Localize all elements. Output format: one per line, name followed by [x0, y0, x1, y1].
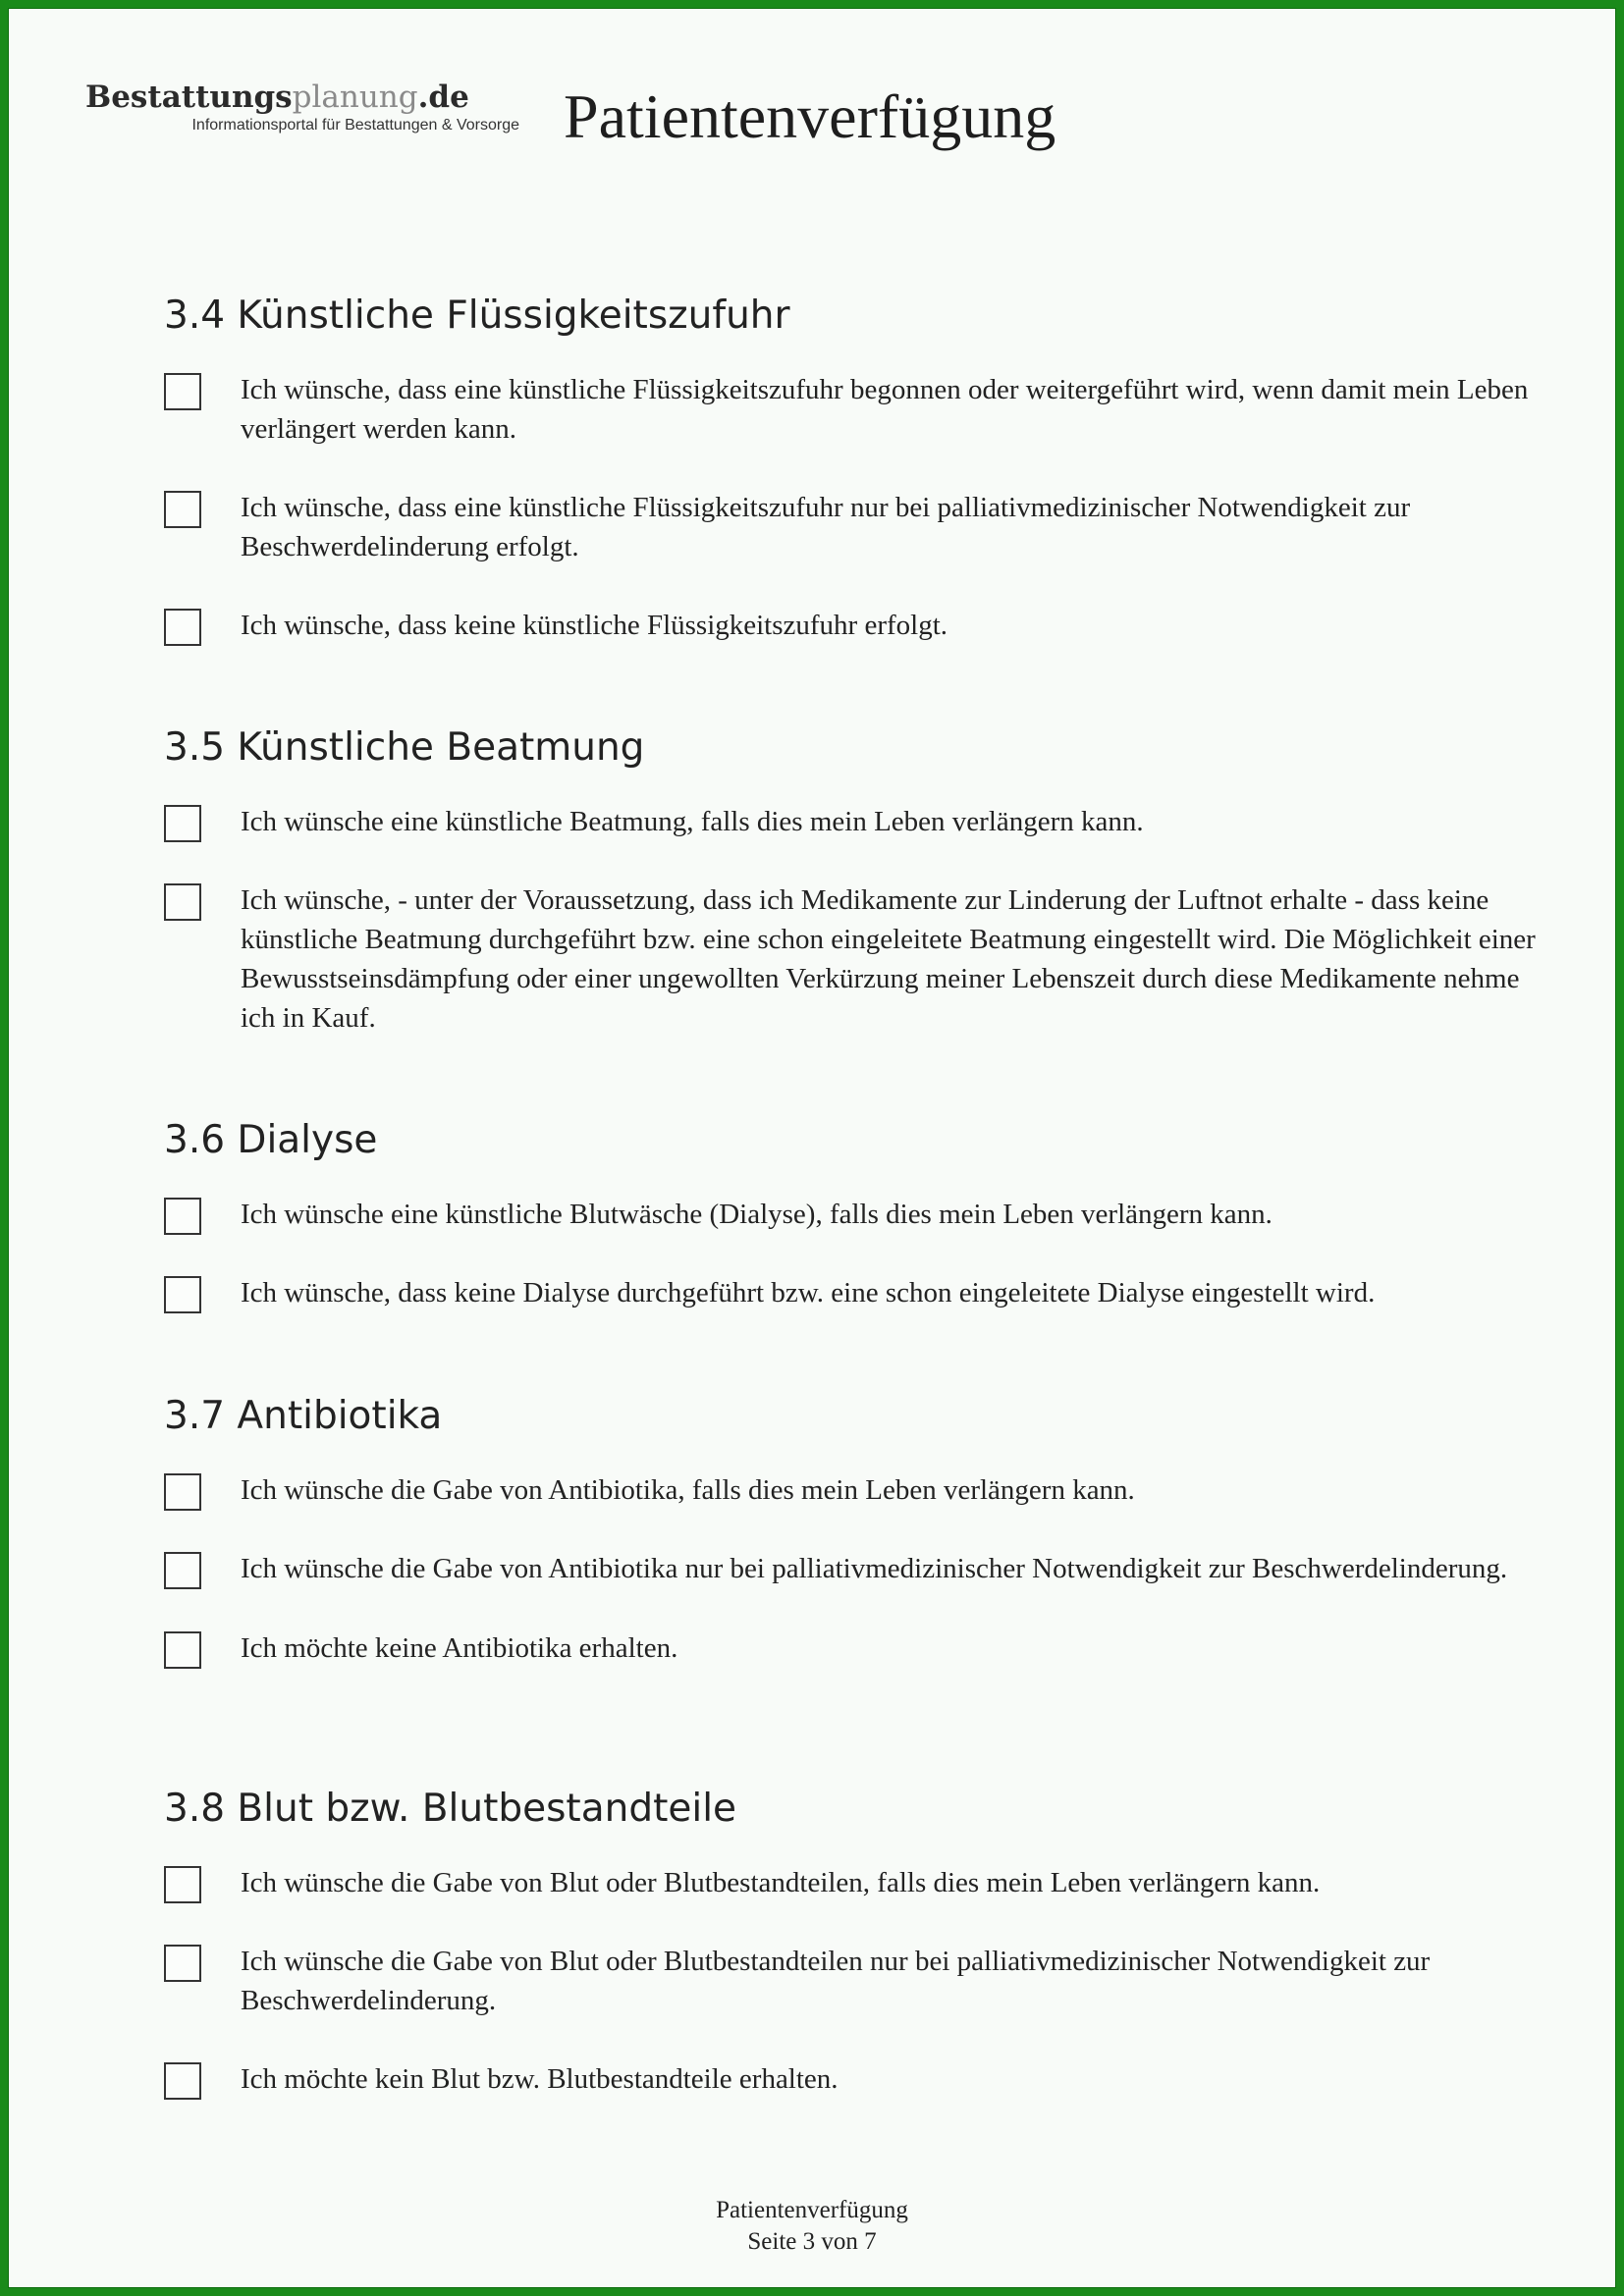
section-blut-blutbestandteile: [164, 1785, 1539, 2100]
option-item: [164, 488, 1539, 566]
section-heading: 3.6 Dialyse: [164, 1118, 378, 1162]
option-checkbox[interactable]: [164, 1552, 201, 1589]
option-checkbox[interactable]: [164, 883, 201, 921]
section-dialyse: [164, 1116, 1539, 1313]
section-heading: 3.4 Künstliche Flüssigkeitszufuhr: [164, 294, 790, 338]
option-item: [164, 1273, 1539, 1313]
section-heading: 3.8 Blut bzw. Blutbestandteile: [164, 1787, 737, 1831]
option-item: [164, 1629, 1539, 1669]
option-text: Ich wünsche die Gabe von Antibiotika, falls dies mein Leben verlängern kann.: [241, 1474, 1135, 1506]
option-checkbox[interactable]: [164, 1473, 201, 1511]
document-title: Patientenverfügung: [564, 81, 1056, 151]
option-item: [164, 881, 1539, 1038]
logo-part-bestattungs: Bestattungs: [85, 80, 293, 115]
option-checkbox[interactable]: [164, 805, 201, 842]
site-logo[interactable]: [85, 78, 537, 134]
option-item: [164, 370, 1539, 449]
option-checkbox[interactable]: [164, 2062, 201, 2100]
option-item: [164, 606, 1539, 646]
option-text: Ich wünsche eine künstliche Blutwäsche (Dialyse), falls dies mein Leben verlängern kann.: [241, 1199, 1272, 1230]
option-text: Ich wünsche, dass eine künstliche Flüssigkeitszufuhr begonnen oder weitergeführt wird, wenn damit mein Leben verlängert werden kann.: [241, 374, 1529, 445]
page-number: Seite 3 von 7: [747, 2228, 877, 2255]
option-checkbox[interactable]: [164, 373, 201, 410]
option-item: [164, 1942, 1539, 2020]
option-text: Ich wünsche die Gabe von Antibiotika nur bei palliativmedizinischer Notwendigkeit zur Beschwerdelinderung.: [241, 1553, 1508, 1584]
footer-title: Patientenverfügung: [716, 2197, 908, 2223]
option-item: [164, 802, 1539, 842]
logo-tagline: Informationsportal für Bestattungen & Vorsorge: [191, 117, 519, 133]
option-checkbox[interactable]: [164, 1866, 201, 1903]
option-text: Ich wünsche die Gabe von Blut oder Blutbestandteilen, falls dies mein Leben verlängern kann.: [241, 1867, 1321, 1898]
option-text: Ich wünsche, dass eine künstliche Flüssigkeitszufuhr nur bei palliativmedizinischer Notwendigkeit zur Beschwerdelinderung erfolgt.: [241, 492, 1411, 562]
option-text: Ich möchte kein Blut bzw. Blutbestandteile erhalten.: [241, 2063, 839, 2095]
logo-part-de: .de: [417, 80, 469, 115]
option-item: [164, 2059, 1539, 2100]
option-item: [164, 1470, 1539, 1511]
option-checkbox[interactable]: [164, 1276, 201, 1313]
section-heading: 3.5 Künstliche Beatmung: [164, 725, 645, 770]
option-checkbox[interactable]: [164, 1945, 201, 1982]
option-text: Ich wünsche die Gabe von Blut oder Blutbestandteilen nur bei palliativmedizinischer Notwendigkeit zur Beschwerdelinderung.: [241, 1946, 1431, 2016]
option-checkbox[interactable]: [164, 491, 201, 528]
option-item: [164, 1863, 1539, 1903]
option-checkbox[interactable]: [164, 609, 201, 646]
document-page: [8, 8, 1616, 2288]
section-kuenstliche-beatmung: [164, 723, 1539, 1038]
option-text: Ich möchte keine Antibiotika erhalten.: [241, 1632, 678, 1664]
page-footer: [9, 2195, 1615, 2258]
option-text: Ich wünsche, dass keine Dialyse durchgeführt bzw. eine schon eingeleitete Dialyse eingestellt wird.: [241, 1277, 1376, 1308]
section-kuenstliche-fluessigkeitszufuhr: [164, 292, 1539, 646]
option-item: [164, 1195, 1539, 1235]
section-heading: 3.7 Antibiotika: [164, 1394, 443, 1438]
logo-part-planung: planung: [292, 80, 418, 115]
option-checkbox[interactable]: [164, 1631, 201, 1669]
option-text: Ich wünsche, - unter der Voraussetzung, dass ich Medikamente zur Linderung der Luftnot erhalte - dass keine künstliche Beatmung durchgeführt bzw. eine schon eingeleitete Beatmung eingestellt wird. Die Möglichkeit einer Bewusstseinsdämpfung oder einer ungewollten Verkürzung meiner Lebenszeit durch diese Medikamente nehme ich in Kauf.: [241, 884, 1536, 1034]
option-item: [164, 1549, 1539, 1589]
section-antibiotika: [164, 1392, 1539, 1669]
option-checkbox[interactable]: [164, 1198, 201, 1235]
logo-wordmark: [85, 78, 537, 117]
option-text: Ich wünsche eine künstliche Beatmung, falls dies mein Leben verlängern kann.: [241, 806, 1144, 837]
option-text: Ich wünsche, dass keine künstliche Flüssigkeitszufuhr erfolgt.: [241, 610, 948, 641]
